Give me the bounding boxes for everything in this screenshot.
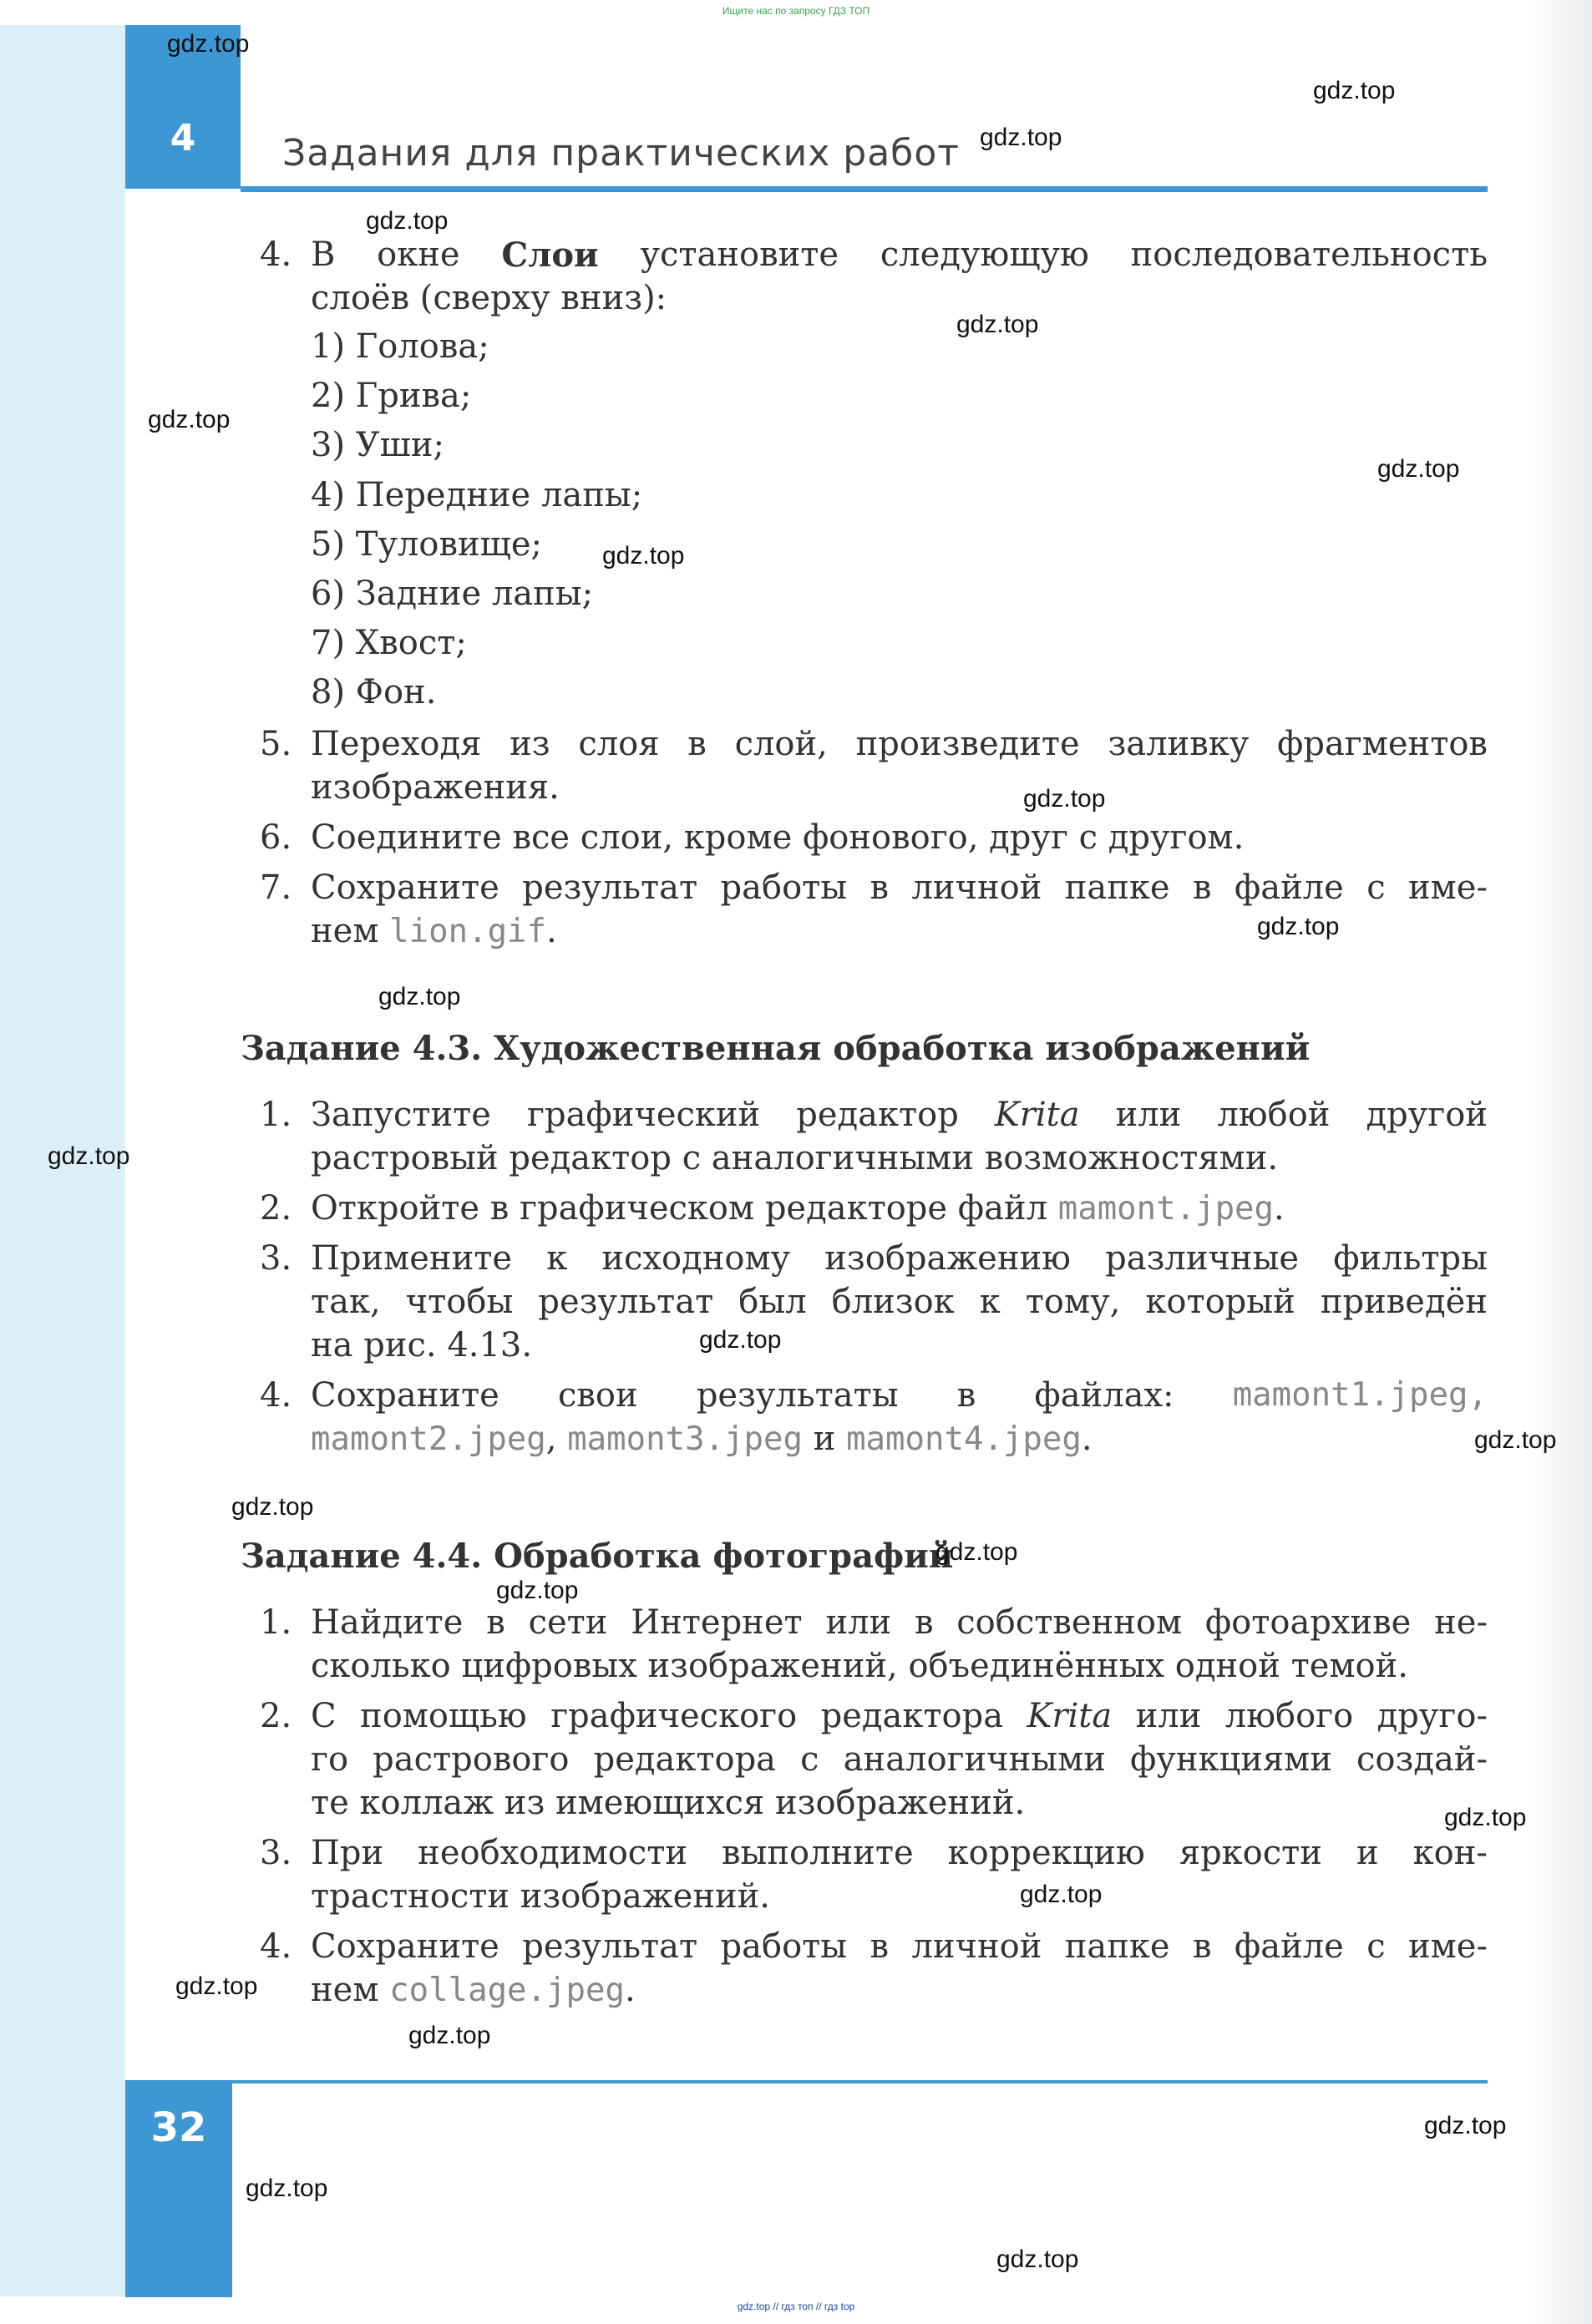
word: го [311,1740,349,1779]
word: Сохраните [311,868,499,907]
step-number: 2. [260,1697,292,1735]
paragraph-line: трастности изображений. [311,1877,771,1916]
word: Переходя [311,725,482,763]
paragraph-line [311,1971,636,2009]
word: исходному [601,1239,791,1278]
list-item: 5) Туловище; [311,525,542,564]
paragraph-line [311,1927,1488,1966]
paragraph-line: Соедините все слои, кроме фонового, друг с другом. [311,818,1245,857]
file-name: collage.jpeg [389,1972,625,2009]
word: графический [527,1096,761,1134]
step-number: 6. [260,818,292,857]
window-name: Слои [501,235,599,275]
paragraph-line [311,1283,1488,1321]
step-number: 4. [260,235,292,274]
watermark: gdz.top [935,1538,1018,1566]
word: приведён [1320,1283,1488,1321]
word: функциями [1130,1740,1332,1779]
step-number: 3. [260,1834,292,1872]
word: папке [1064,868,1170,907]
word: последовательность [1130,235,1488,274]
word: в [687,725,707,763]
word: файлах: [1034,1376,1174,1415]
watermark: gdz.top [1023,785,1106,813]
watermark: gdz.top [231,1493,314,1521]
watermark: gdz.top [246,2175,328,2202]
word: нем [311,912,379,950]
word: не- [1434,1603,1488,1642]
paragraph-line [311,1376,1488,1415]
word: нем [311,1971,379,2009]
word: различные [1105,1239,1300,1278]
paragraph-line [311,912,557,950]
paragraph-line: на рис. 4.13. [311,1326,533,1365]
word: графического [550,1697,798,1735]
step-number: 1. [260,1096,292,1134]
watermark: gdz.top [48,1142,130,1170]
step-number: 7. [260,868,292,907]
word: результат [538,1283,714,1321]
watermark: gdz.top [956,311,1039,338]
paragraph-line: сколько цифровых изображений, объединённых одной темой. [311,1647,1408,1685]
step-number: 5. [260,725,292,763]
file-name: mamont.jpeg [1057,1190,1275,1228]
list-item: 2) Грива; [311,377,472,415]
watermark: gdz.top [1257,913,1340,940]
word: слоя [578,725,660,763]
punctuation: . [546,912,557,950]
word: или [1115,1096,1182,1134]
word: Примените [311,1239,513,1278]
watermark: gdz.top [1444,1804,1527,1831]
task-heading: Задание 4.4. Обработка фотографий [241,1537,954,1576]
paragraph-line [311,1834,1488,1872]
word: чтобы [405,1283,514,1321]
word: кон- [1412,1834,1488,1872]
page-number: 32 [150,2104,207,2151]
word: в [1192,1927,1212,1966]
word: и [1356,1834,1379,1872]
word: создай- [1356,1740,1488,1779]
paragraph-line [311,1239,1488,1278]
file-name: mamont3.jpeg [567,1420,803,1458]
word: свои [557,1376,638,1415]
word: выполните [722,1834,914,1872]
word: изображению [824,1239,1071,1278]
word: был [738,1283,807,1321]
paragraph-line [311,1189,1285,1228]
step-number: 4. [260,1927,292,1966]
word: который [1145,1283,1295,1321]
watermark: gdz.top [408,2022,491,2049]
word: сети [528,1603,608,1642]
watermark: gdz.top [1020,1881,1103,1908]
header-rule [241,186,1488,192]
paragraph-line: слоёв (сверху вниз): [311,279,667,317]
word: необходимости [418,1834,687,1872]
app-name: Krita [994,1096,1080,1134]
word: фильтры [1333,1239,1488,1278]
list-item: 4) Передние лапы; [311,476,643,514]
word: папке [1064,1927,1170,1966]
paragraph-line [311,868,1488,907]
word: фрагментов [1277,725,1488,763]
paragraph-line [311,1420,1093,1458]
word: растрового [373,1740,570,1779]
word: Сохраните [311,1927,499,1966]
word: яркости [1179,1834,1322,1872]
word: результат [522,868,698,907]
word: друго- [1377,1697,1488,1735]
word: име- [1408,1927,1488,1966]
word: Найдите [311,1603,464,1642]
word: аналогичными [843,1740,1106,1779]
word: С [311,1697,337,1735]
word: любого [1224,1697,1354,1735]
watermark: gdz.top [148,406,231,433]
word: из [510,725,550,763]
file-name: mamont4.jpeg [846,1420,1082,1458]
step-number: 3. [260,1239,292,1278]
word: любой [1217,1096,1331,1134]
watermark: gdz.top [1313,77,1396,104]
paragraph-line [311,1096,1488,1134]
word: В [311,235,336,274]
word: в [870,1927,890,1966]
word: с [800,1740,819,1779]
word: заливку [1108,725,1250,763]
word: в [914,1603,934,1642]
watermark: gdz.top [1424,2112,1507,2139]
word: файле [1234,1927,1344,1966]
list-item: 3) Уши; [311,426,444,464]
word: или [1135,1697,1202,1735]
watermark: gdz.top [602,542,685,570]
word: результаты [696,1376,899,1415]
bottom-note: gdz.top // гдз топ // гдз top [737,2301,855,2312]
word: произведите [855,725,1080,763]
word: Интернет [631,1603,803,1642]
word: При [311,1834,384,1872]
paragraph-line: те коллаж из имеющихся изображений. [311,1784,1026,1822]
file-name: mamont1.jpeg, [1232,1376,1488,1414]
word: личной [911,868,1042,907]
word: файле [1234,868,1344,907]
word: Запустите [311,1096,491,1134]
app-name: Krita [1027,1697,1113,1735]
list-item: 1) Голова; [311,327,489,366]
watermark: gdz.top [980,124,1062,151]
paragraph-line [311,235,1488,275]
word: личной [911,1927,1042,1966]
step-number: 4. [260,1376,292,1415]
word: окне [377,235,460,274]
list-item: 6) Задние лапы; [311,575,594,613]
punctuation: . [1081,1420,1093,1458]
step-number: 2. [260,1189,292,1228]
step-number: 1. [260,1603,292,1642]
punctuation: . [624,1971,636,2009]
word: в [956,1376,976,1415]
watermark: gdz.top [378,983,461,1010]
word: в [486,1603,505,1642]
word: близок [831,1283,955,1321]
word: коррекцию [947,1834,1145,1872]
watermark: gdz.top [1474,1426,1557,1454]
word: в [1192,868,1212,907]
word: с [1366,1927,1386,1966]
file-name: lion.gif [389,913,547,950]
word: собственном [956,1603,1183,1642]
chapter-number: 4 [170,117,196,159]
paragraph-line [311,1697,1488,1735]
word: к [546,1239,568,1278]
word: работы [720,868,848,907]
word: с [1366,868,1386,907]
word: так, [311,1283,381,1321]
paragraph-line [311,1740,1488,1779]
file-name: mamont2.jpeg [311,1420,546,1458]
punctuation: , [545,1420,557,1458]
paragraph-line [311,725,1488,763]
watermark: gdz.top [167,30,250,58]
task-heading: Задание 4.3. Художественная обработка изображений [241,1029,1311,1068]
page-header-title: Задания для практических работ [282,132,960,175]
list-item: 7) Хвост; [311,624,467,662]
footer-rule [232,2080,1488,2083]
page-edge-shadow [1529,0,1592,2324]
top-note: Ищите нас по запросу ГДЗ ТОП [722,5,870,17]
word: Сохраните [311,1376,499,1415]
word: результат [522,1927,698,1966]
punctuation: . [1274,1189,1285,1228]
word: следующую [880,235,1089,274]
word: к [979,1283,1001,1321]
word: редактора [593,1740,777,1779]
word: или [825,1603,892,1642]
list-item: 8) Фон. [311,673,437,711]
paragraph-line: растровый редактор с аналогичными возможностями. [311,1139,1279,1177]
word: и [813,1420,836,1458]
word: в [870,868,890,907]
watermark: gdz.top [496,1577,579,1604]
word: фотоархиве [1204,1603,1412,1642]
word: другой [1366,1096,1488,1134]
word: име- [1408,868,1488,907]
paragraph-line [311,1603,1488,1642]
word: работы [720,1927,848,1966]
word: помощью [360,1697,527,1735]
word: слой, [734,725,828,763]
watermark: gdz.top [699,1326,782,1354]
paragraph-line: изображения. [311,768,560,807]
watermark: gdz.top [175,1972,258,2000]
text: Откройте в графическом редакторе файл [311,1189,1048,1228]
word: редактора [820,1697,1004,1735]
watermark: gdz.top [996,2246,1079,2273]
watermark: gdz.top [1377,455,1460,483]
word: редактор [796,1096,959,1134]
word: тому, [1025,1283,1121,1321]
word: установите [640,235,839,274]
watermark: gdz.top [366,207,449,235]
